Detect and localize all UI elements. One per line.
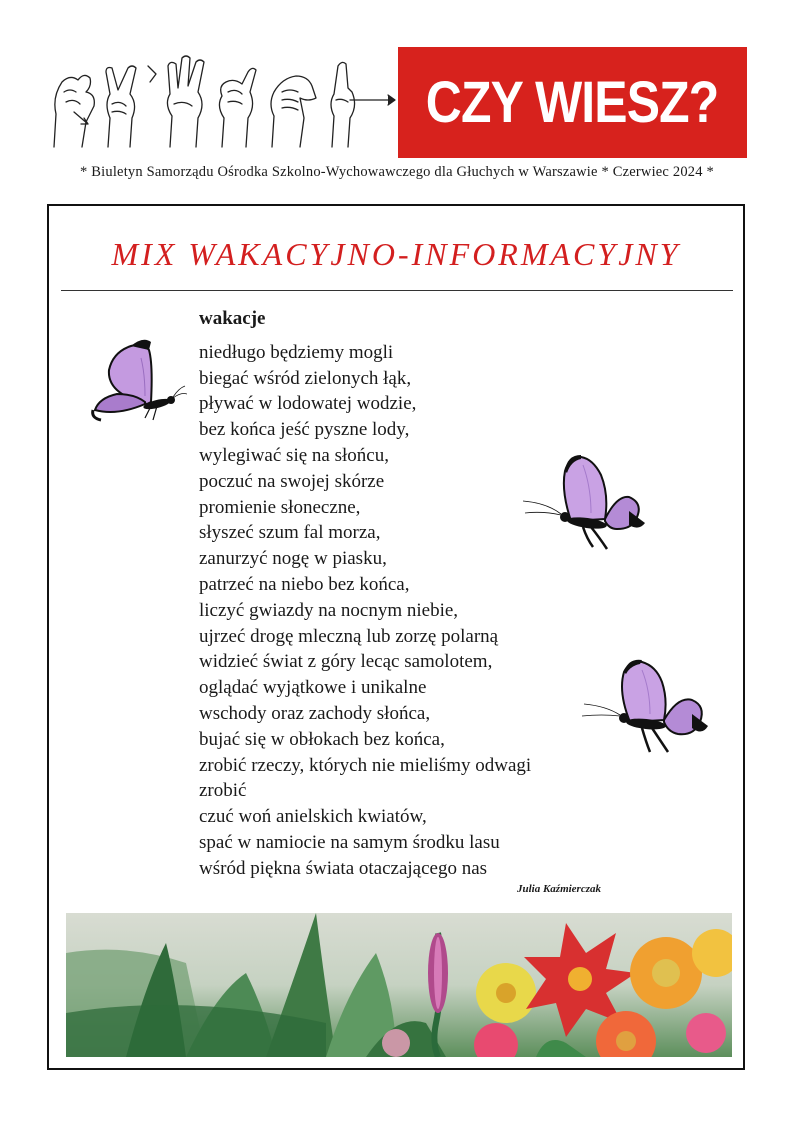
poem-line: widzieć świat z góry lecąc samolotem, — [199, 651, 493, 673]
poem-line: wśród piękna świata otaczającego nas — [199, 857, 488, 879]
poem-line: spać w namiocie na samym środku lasu — [199, 831, 500, 853]
poem-line: czuć woń anielskich kwiatów, — [199, 806, 427, 828]
article-headline: MIX WAKACYJNO-INFORMACYJNY — [111, 236, 681, 272]
poem-line: oglądać wyjątkowe i unikalne — [199, 677, 427, 699]
poem-line: bez końca jeść pyszne lody, — [199, 419, 410, 441]
headline-divider — [61, 290, 733, 291]
hand-c-icon — [54, 75, 94, 147]
hand-z-arrow-icon — [350, 95, 395, 105]
poem-line: poczuć na swojej skórze — [199, 470, 385, 492]
masthead-banner — [398, 47, 747, 158]
butterfly-icon — [87, 334, 187, 424]
article-frame — [47, 204, 745, 1070]
hand-e-icon — [271, 76, 316, 147]
poem-line: wylegiwać się na słońcu, — [199, 444, 389, 466]
poem-line: promienie słoneczne, — [199, 496, 361, 518]
sign-language-hands-illustration — [46, 52, 400, 152]
poem-line: niedługo będziemy mogli — [199, 341, 394, 363]
poem-line: zrobić rzeczy, których nie mieliśmy odwagi — [199, 754, 532, 776]
poem-line: wschody oraz zachody słońca, — [199, 702, 431, 724]
butterfly-icon — [521, 451, 646, 551]
poem-line: liczyć gwiazdy na nocnym niebie, — [199, 599, 459, 621]
hand-s-icon — [331, 62, 355, 147]
poem-line: patrzeć na niebo bez końca, — [199, 573, 410, 595]
bulletin-subtitle: * Biuletyn Samorządu Ośrodka Szkolno-Wychowawczego dla Głuchych w Warszawie * Czerwiec 2024 * — [80, 164, 714, 180]
poem-line: zrobić — [199, 780, 247, 802]
poem — [199, 306, 619, 882]
poem-line: ujrzeć drogę mleczną lub zorzę polarną — [199, 625, 499, 647]
poem-line: zanurzyć nogę w piasku, — [199, 548, 387, 570]
poem-line: pływać w lodowatej wodzie, — [199, 393, 417, 415]
flower-painting — [66, 913, 732, 1057]
poem-line: bujać się w obłokach bez końca, — [199, 728, 445, 750]
hand-z-icon — [106, 66, 156, 147]
poem-line: biegać wśród zielonych łąk, — [199, 367, 412, 389]
butterfly-icon — [580, 656, 710, 756]
poem-title: wakacje — [199, 308, 266, 329]
hand-w-icon — [167, 56, 204, 147]
masthead-title: CZY WIESZ? — [426, 70, 719, 135]
hand-i-icon — [219, 68, 256, 147]
poem-line: słyszeć szum fal morza, — [199, 522, 381, 544]
poem-author: Julia Kaźmierczak — [516, 883, 602, 895]
